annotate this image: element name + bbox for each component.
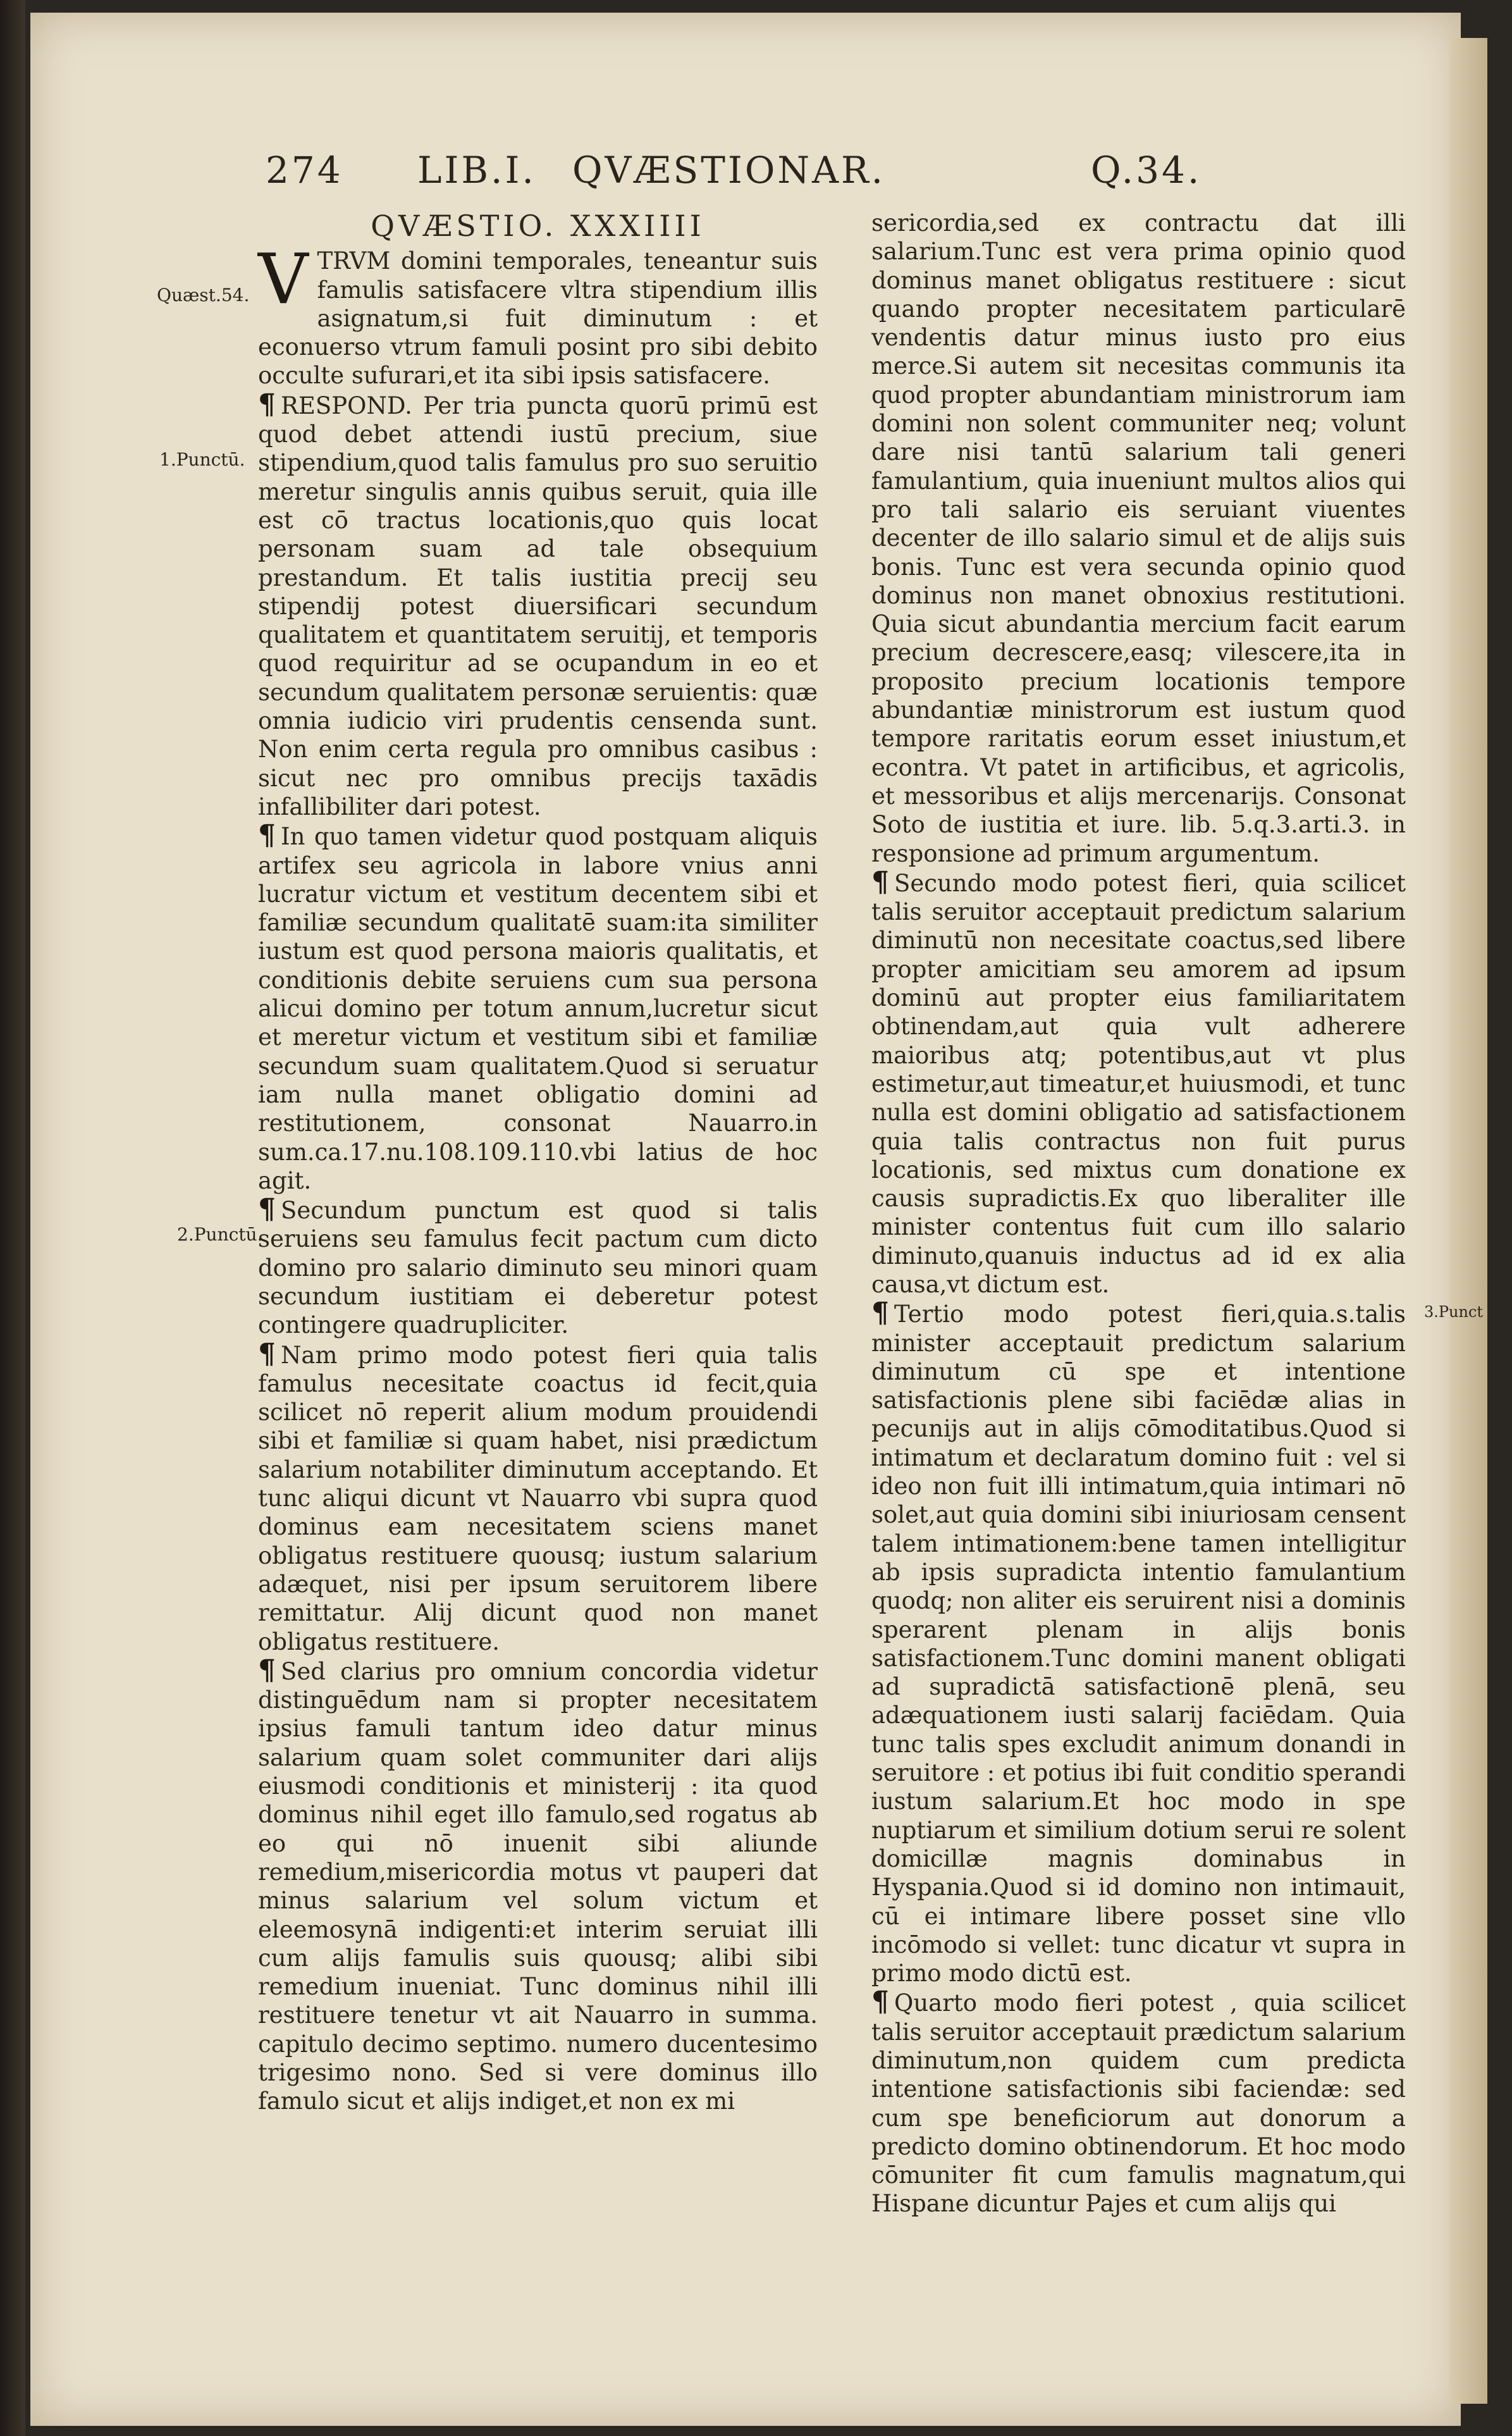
- paragraph-text: In quo tamen videtur quod postquam aliquis artifex seu agricola in labore vnius anni lucratur victum et vestitum decentem sibi et familiæ secundum qualitatē suam:ita similiter iustum est quod persona maioris qualitatis, et conditionis debite seruiens cum sua persona alicui domino per totum annum,lucretur sicut et meretur victum et vestitum sibi et familiæ secundum suam qualitatem.Quod si seruatur iam nulla manet obligatio domini ad restitutionem, consonat Nauarro.in sum.ca.17.nu.108.109.110.vbi latius de hoc agit.: [258, 823, 818, 1194]
- pilcrow-icon: ¶: [871, 865, 889, 898]
- paragraph: [258, 1337, 818, 1656]
- paragraph-text: Quarto modo fieri potest , quia scilicet talis seruitor acceptauit prædictum salarium diminutum,non quidem cum predicta intentione satisfactionis sibi faciendæ: sed cum spe beneficiorum aut donorum a predicto domino obtinendorum. Et hoc modo cōmuniter fit cum famulis magnatum,qui Hispane dicuntur Pajes et cum alijs qui: [871, 1989, 1406, 2218]
- left-column: [258, 209, 818, 2116]
- paragraph: [258, 821, 818, 1195]
- pilcrow-icon: ¶: [258, 1337, 276, 1370]
- running-head-title: QVÆSTIONAR.: [572, 149, 886, 192]
- paragraph-text: sericordia,sed ex contractu dat illi salarium.Tunc est vera prima opinio quod dominus manet obligatus restituere : sicut quando propter necesitatem particularē vendentis datur minus iusto pro eius merce.Si autem sit necesitas communis ita quod propter abundantiam ministrorum iam domini non solent communiter neq; volunt dare nisi tantū salarium tali generi famulantium, quia inueniunt multos alios qui pro tali salario eis seruiant viuentes decenter de illo salario simul et de alijs suis bonis. Tunc est vera secunda opinio quod dominus non manet obnoxius restitutioni. Quia sicut abundantia mercium facit earum precium decrescere,easq; vilescere,ita in proposito precium locationis tempore abundantiæ ministrorum est iustum quod tempore raritatis eorum esset iniustum,et econtra. Vt patet in artificibus, et agricolis, et messoribus et alijs mercenarijs. Consonat Soto de iustitia et iure. lib. 5.q.3.arti.3. in responsione ad primum argumentum.: [871, 209, 1406, 867]
- pilcrow-icon: ¶: [258, 1654, 276, 1686]
- paragraph-text: TRVM domini temporales, teneantur suis famulis satisfacere vltra stipendium illis asignatum,si fuit diminutum : et econuerso vtrum famuli posint pro sibi debito occulte sufurari,et ita sibi ipsis satisfacere.: [258, 247, 818, 390]
- paragraph-text: Sed clarius pro omnium concordia videtur distinguēdum nam si propter necesitatem ipsius famuli tantum ideo datur minus salarium quam solet communiter dari alijs eiusmodi conditionis et ministerij : ita quod dominus nihil eget illo famulo,sed rogatus ab eo qui nō inuenit sibi aliunde remedium,misericordia motus vt pauperi dat minus salarium vel solum victum et eleemosynā indigenti:et interim seruiat illi cum alijs famulis suis quousq; alibi sibi remedium inueniat. Tunc dominus nihil illi restituere tenetur vt ait Nauarro in summa. capitulo decimo septimo. numero ducentesimo trigesimo nono. Sed si vere dominus illo famulo sicut et alijs indiget,et non ex mi: [258, 1657, 818, 2115]
- paragraph-text: Secundum punctum est quod si talis seruiens seu famulus fecit pactum cum dicto domino pro salario diminuto seu minori quam secundum iustitiam ei deberetur potest contingere quadrupliciter.: [258, 1197, 818, 1339]
- margin-note-punctum-2: 2.Punctū.: [177, 1224, 263, 1245]
- paragraph: [258, 238, 818, 390]
- paragraph-text: Tertio modo potest fieri,quia.s.talis minister acceptauit predictum salarium diminutum cū spe et intentione satisfactionis plene sibi faciēdæ alias in pecunijs aut in alijs cōmoditatibus.Quod si intimatum et declaratum domino fuit : vel si ideo non fuit illi intimatum,quia intimari nō solet,aut quia domini sibi iniuriosam censent talem intimationem:bene tamen intelligitur ab ipsis supradicta intentio famulantium quodq; non aliter eis seruirent nisi a dominis sperarent plenam in alijs bonis satisfactionem.Tunc domini manent obligati ad supradictā satisfactionē plenā, seu adæquationem iusti salarij faciēdam. Quia tunc talis spes excludit animum donandi in seruitore : et potius ibi fuit conditio sperandi iustum salarium.Et hoc modo in spe nuptiarum et similium dotium serui re solent domicillæ magnis dominabus in Hyspania.Quod si id domino non intimauit, cū ei intimare libere posset sine vllo incōmodo si vellet: tunc dicatur vt supra in primo modo dictū est.: [871, 1301, 1406, 1988]
- margin-note-punctum-1: 1.Punctū.: [159, 449, 245, 470]
- paragraph: [871, 1299, 1406, 1988]
- paragraph: [871, 1988, 1406, 2218]
- margin-note-question: Quæst.54.: [157, 285, 250, 306]
- question-title: QVÆSTIO. XXXIIII: [371, 209, 705, 243]
- paragraph: [258, 1656, 818, 2116]
- running-head-question: Q.34.: [1091, 149, 1202, 192]
- paragraph: [258, 390, 818, 821]
- page-number: 274: [266, 149, 343, 192]
- paragraph-text: RESPOND. Per tria puncta quorū primū est quod debet attendi iustū precium, siue stipendium,quod talis famulus pro suo seruitio meretur singulis annis quibus seruit, quia ille est cō tractus locationis,quo quis locat personam suam ad tale obsequium prestandum. Et talis iustitia precij seu stipendij potest diuersificari secundum qualitatem et quantitatem seruitij, et temporis quod requiritur ad se ocupandum in eo et secundum qualitatem personæ seruientis: quæ omnia iudicio viri prudentis censenda sunt. Non enim certa regula pro omnibus casibus : sicut nec pro omnibus precijs taxādis infallibiliter dari potest.: [258, 392, 818, 820]
- pilcrow-icon: ¶: [871, 1297, 889, 1330]
- paragraph: [258, 1195, 818, 1339]
- right-column: [871, 209, 1406, 2218]
- drop-cap-v: V: [258, 238, 309, 320]
- paragraph: [871, 209, 1406, 868]
- margin-note-punctum-3: 3.Punct: [1424, 1303, 1484, 1321]
- pilcrow-icon: ¶: [258, 1193, 276, 1226]
- pilcrow-icon: ¶: [258, 388, 276, 421]
- paragraph-text: Secundo modo potest fieri, quia scilicet talis seruitor acceptauit predictum salarium diminutū non necesitate coactus,sed libere propter amicitiam seu amorem ad ipsum dominū aut propter eius familiaritatem obtinendam,aut quia vult adherere maioribus atq; potentibus,aut vt plus estimetur,aut timeatur,et huiusmodi, et tunc nulla est domini obligatio ad satisfactionem quia talis contractus non fuit purus locationis, sed mixtus cum donatione ex causis supradictis.Ex quo liberaliter ille minister contentus fuit cum illo salario diminuto,quanuis inductus ad id ex alia causa,vt dictum est.: [871, 869, 1406, 1298]
- paragraph: [871, 865, 1406, 1299]
- book-gutter: [0, 0, 25, 2436]
- paragraph-text: Nam primo modo potest fieri quia talis famulus necesitate coactus id fecit,quia scilicet nō reperit alium modum prouidendi sibi et familiæ si quam habet, nisi prædictum salarium notabiliter diminutum acceptando. Et tunc aliqui dicunt vt Nauarro vbi supra quod dominus eam necesitatem sciens manet obligatus restituere quousq; iustum salarium adæquet, nisi per ipsum seruitorem libere remittatur. Alij dicunt quod non manet obligatus restituere.: [258, 1341, 818, 1655]
- pilcrow-icon: ¶: [871, 1986, 889, 2019]
- facing-page-edge: [1449, 38, 1487, 2404]
- pilcrow-icon: ¶: [258, 819, 276, 852]
- running-head-book: LIB.I.: [417, 149, 536, 192]
